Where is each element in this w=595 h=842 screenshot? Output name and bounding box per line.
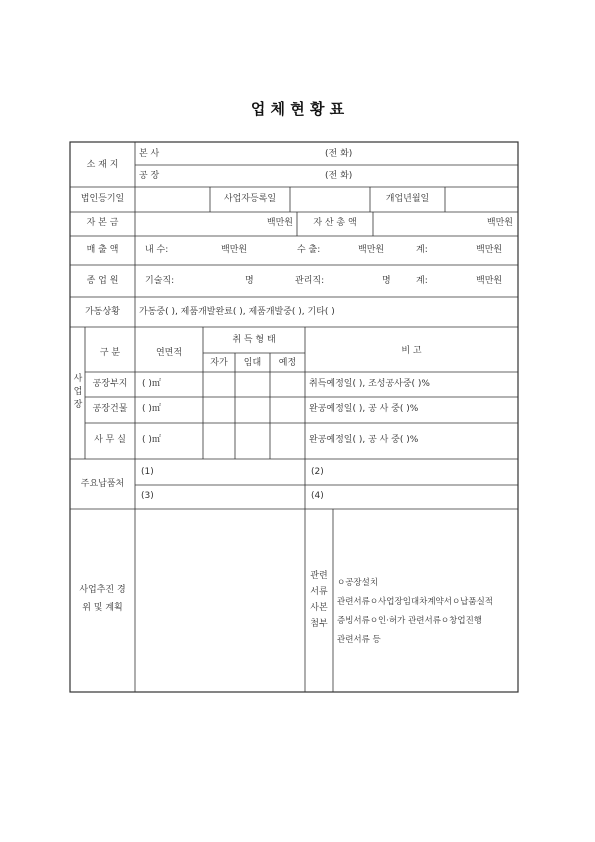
customer-2: (2) [311,467,324,477]
customer-3: (3) [141,491,154,501]
sales-label: 매 출 액 [86,245,119,255]
site-category-header: 구 분 [99,348,121,358]
operation-label: 가동상황 [85,307,120,317]
capital-unit: 백만원 [266,218,293,228]
hq-label: 본 사 [139,149,160,159]
plan-label-line1: 사업추진 경 [79,585,126,595]
docs-list: ㅇ공장설치 관련서류ㅇ사업장임대차계약서ㅇ납품실적 증빙서류ㅇ인·허가 관련서류ㅇ창업진행 관련서류 등 [337,578,494,645]
site-own-header: 자가 [210,358,228,368]
plan-label-line2: 위 및 계획 [82,603,123,613]
site-row-label: 공장건물 [92,404,128,414]
site-row-area: ( )㎡ [142,435,161,445]
site-row-remark: 완공예정일( ), 공 사 중( )% [309,435,419,445]
customers-label: 주요납품처 [80,479,125,489]
site-row-area: ( )㎡ [142,404,161,414]
employees-admin: 관리직: [295,276,325,286]
assets-unit: 백만원 [486,218,513,228]
site-row-label: 공장부지 [92,379,128,389]
capital-label: 자 본 금 [86,218,119,228]
location-label: 소 재 지 [86,160,119,170]
sales-domestic-unit: 백만원 [221,245,248,255]
site-row-label: 사 무 실 [94,435,126,445]
employees-total-unit: 백만원 [476,276,503,286]
site-row-remark: 취득예정일( ), 조성공사중( )% [309,379,430,389]
customer-1: (1) [141,467,154,477]
factory-label: 공 장 [139,171,160,181]
customer-4: (4) [311,491,324,501]
opening-date-label: 개업년월일 [385,194,430,204]
site-lease-header: 임대 [243,358,262,368]
employees-tech: 기술직: [145,276,175,286]
site-side-label: 사업장 [73,374,83,410]
site-remarks-header: 비 고 [401,346,422,356]
employees-admin-unit: 명 [382,276,391,286]
sales-domestic: 내 수: [145,245,169,255]
docs-label: 관련서류사본첨부 [310,571,328,629]
sales-total: 계: [416,245,428,255]
biz-reg-label: 사업자등록일 [223,194,277,204]
sales-export-unit: 백만원 [358,245,385,255]
site-area-header: 연면적 [155,348,183,358]
employees-tech-unit: 명 [245,276,254,286]
employees-label: 종 업 원 [86,276,119,286]
employees-total: 계: [416,276,428,286]
corp-reg-label: 법인등기일 [80,194,125,204]
operation-status: 가동중( ), 제품개발완료( ), 제품개발중( ), 기타( ) [139,307,335,317]
site-acquisition-header: 취 득 형 태 [232,335,276,345]
factory-phone: (전 화) [325,171,353,181]
hq-phone: (전 화) [325,149,353,159]
assets-label: 자 산 총 액 [313,218,357,228]
sales-export: 수 출: [297,245,321,255]
page-title: 업 체 현 황 표 [250,100,345,118]
site-row-area: ( )㎡ [142,379,161,389]
site-planned-header: 예정 [278,358,297,368]
site-row-remark: 완공예정일( ), 공 사 중( )% [309,404,419,414]
sales-total-unit: 백만원 [476,245,503,255]
